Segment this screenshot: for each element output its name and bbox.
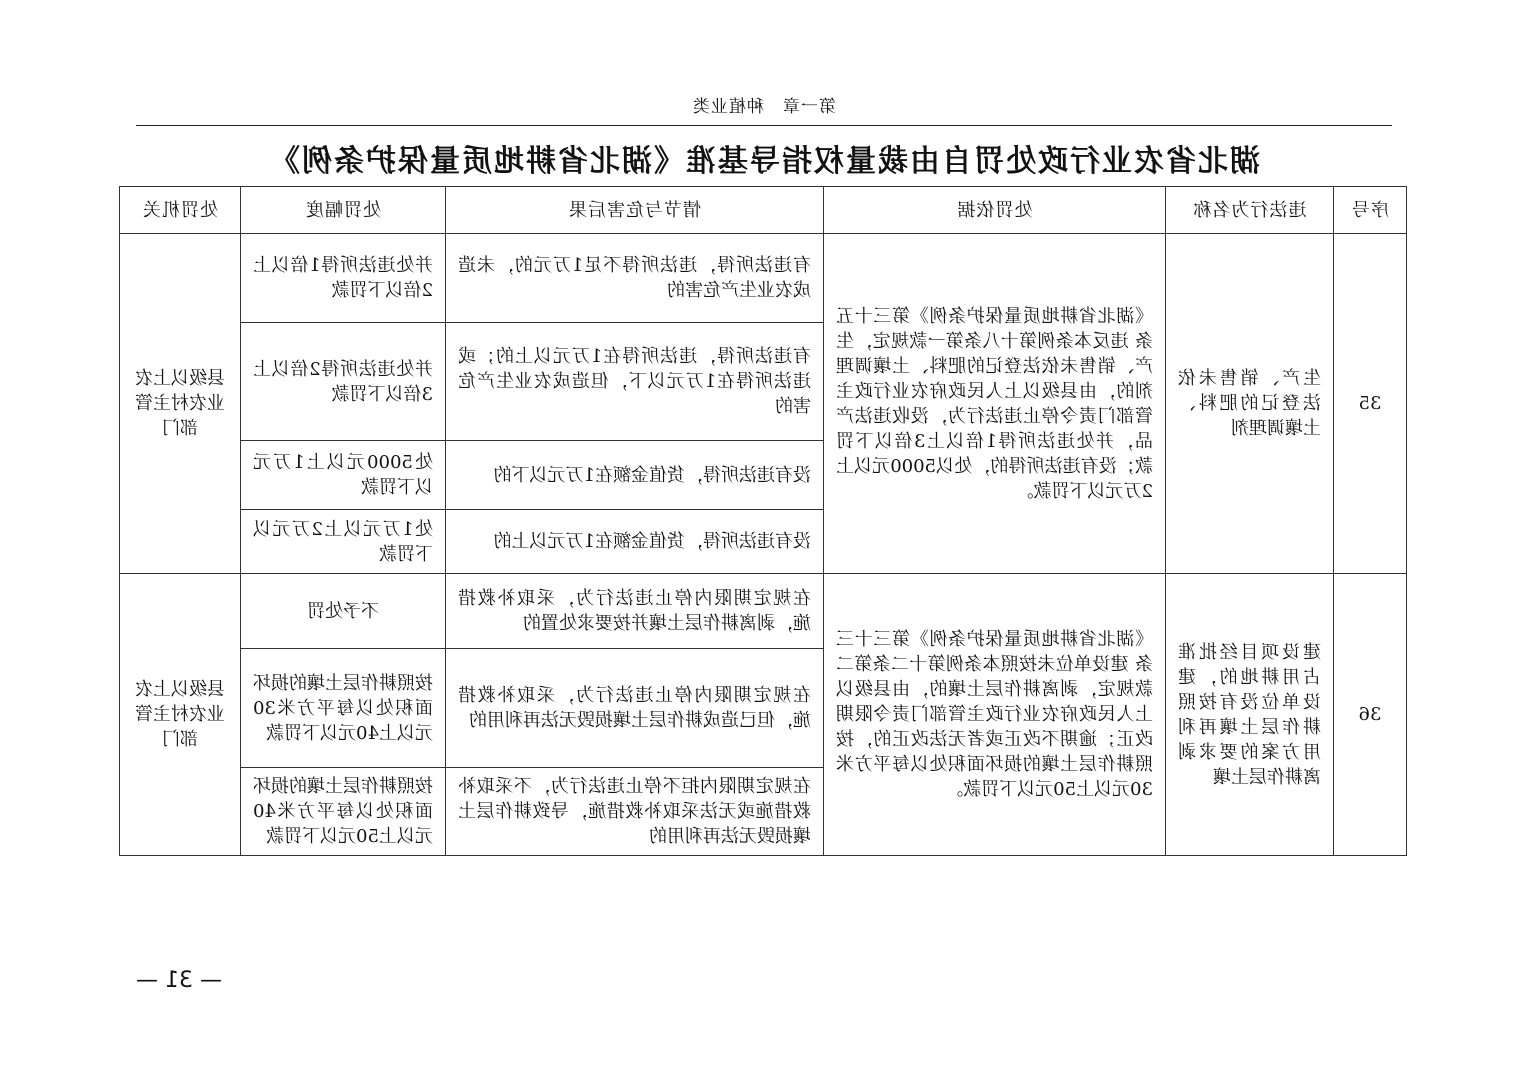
circumstance-cell: 在规定期限内停止违法行为，采取补救措施，剥离耕作层土壤并按要求处置的 [446,574,824,649]
running-header: 第一章 种植业类 [692,97,836,117]
penalty-range-cell: 并处违法所得2倍以上3倍以下罚款 [241,323,446,441]
penalty-range-cell: 处1万元以上2万元以下罚款 [241,510,446,574]
col-header-authority: 处罚机关 [120,187,241,234]
authority-cell: 县级以上农业农村主管部门 [120,234,241,574]
penalty-range-cell: 不予处罚 [241,574,446,649]
row-number: 36 [1334,574,1407,856]
col-header-circumstance: 情节与危害后果 [446,187,824,234]
circumstance-cell: 没有违法所得，货值金额在1万元以下的 [446,441,824,510]
circumstance-cell: 在规定期限内拒不停止违法行为，不采取补救措施或无法采取补救措施，导致耕作层土壤损毁无法再利用的 [446,768,824,856]
violation-name: 生产、销售未依法登记的肥料、土壤调理剂 [1166,234,1334,574]
col-header-no: 序号 [1334,187,1407,234]
authority-cell: 县级以上农业农村主管部门 [120,574,241,856]
page-title: 湖北省农业行政处罚自由裁量权指导基准《湖北省耕地质量保护条例》 [268,144,1260,179]
header-row [120,187,1407,234]
violation-name: 建设项目经批准占用耕地的，建设单位没有按照耕作层土壤再利用方案的要求剥离耕作层土壤 [1166,574,1334,856]
circumstance-cell: 有违法所得，违法所得在1万元以上的；或违法所得在1万元以下，但造成农业生产危害的 [446,323,824,441]
page-number: — 31 — [136,968,222,993]
col-header-basis: 处罚依据 [824,187,1166,234]
header-rule [136,125,1392,126]
penalty-basis: 《湖北省耕地质量保护条例》第三十五条 违反本条例第十八条第一款规定，生产、销售未依法登记的肥料、土壤调理剂的，由县级以上人民政府农业行政主管部门责令停止违法行为，没收违法产品，并处违法所得1倍以上3倍以下罚款；没有违法所得的，处以5000元以上2万元以下罚款。 [824,234,1166,574]
penalty-table [119,186,1407,856]
row-number: 35 [1334,234,1407,574]
penalty-range-cell: 处5000元以上1万元以下罚款 [241,441,446,510]
circumstance-cell: 有违法所得，违法所得不足1万元的，未造成农业生产危害的 [446,234,824,323]
table-row [120,574,1407,649]
circumstance-cell: 在规定期限内停止违法行为，采取补救措施，但已造成耕作层土壤损毁无法再利用的 [446,649,824,768]
penalty-range-cell: 按照耕作层土壤的损坏面积处以每平方米40元以上50元以下罚款 [241,768,446,856]
penalty-range-cell: 并处违法所得1倍以上2倍以下罚款 [241,234,446,323]
table-row [120,234,1407,323]
penalty-basis: 《湖北省耕地质量保护条例》第三十三条 建设单位未按照本条例第十二条第二款规定，剥离耕作层土壤的，由县级以上人民政府农业行政主管部门责令限期改正；逾期不改正或者无法改正的，按照耕作层土壤的损坏面积处以每平方米30元以上50元以下罚款。 [824,574,1166,856]
penalty-range-cell: 按照耕作层土壤的损坏面积处以每平方米30元以上40元以下罚款 [241,649,446,768]
col-header-penalty: 处罚幅度 [241,187,446,234]
circumstance-cell: 没有违法所得，货值金额在1万元以上的 [446,510,824,574]
col-header-violation: 违法行为名称 [1166,187,1334,234]
